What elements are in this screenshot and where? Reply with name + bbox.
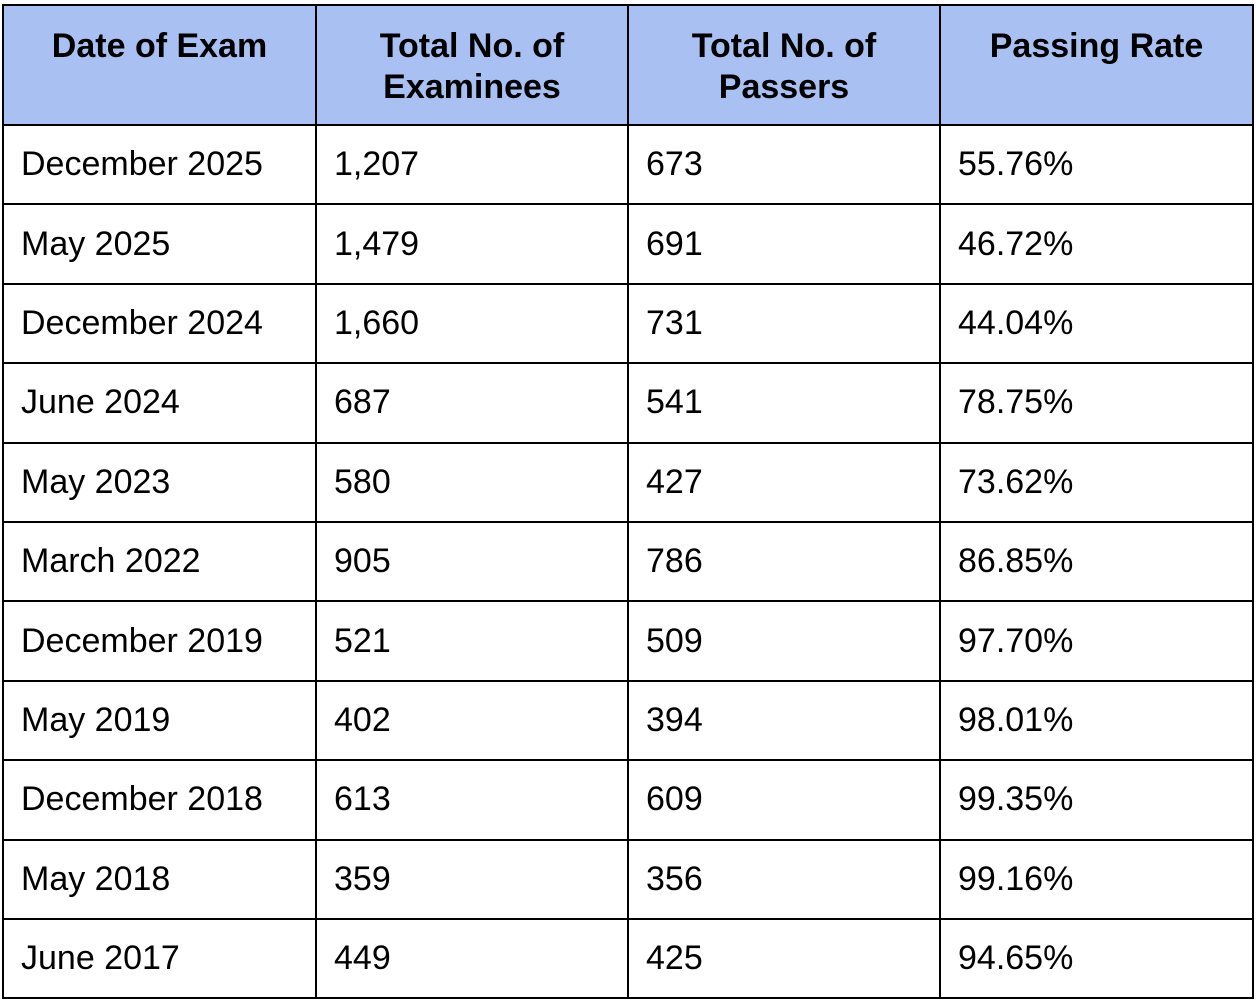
- table-body: [3, 125, 1253, 998]
- cell-examinees: 1,479: [316, 204, 628, 283]
- table-row: [3, 284, 1253, 363]
- cell-examinees: 580: [316, 443, 628, 522]
- table-row: [3, 363, 1253, 442]
- cell-date: December 2018: [3, 760, 316, 839]
- cell-passers: 609: [628, 760, 940, 839]
- cell-examinees: 905: [316, 522, 628, 601]
- cell-passers: 394: [628, 681, 940, 760]
- cell-date: May 2018: [3, 840, 316, 919]
- cell-passers: 509: [628, 601, 940, 680]
- cell-date: May 2023: [3, 443, 316, 522]
- cell-date: March 2022: [3, 522, 316, 601]
- cell-passing-rate: 99.16%: [940, 840, 1253, 919]
- cell-passing-rate: 78.75%: [940, 363, 1253, 442]
- cell-date: December 2019: [3, 601, 316, 680]
- cell-passers: 541: [628, 363, 940, 442]
- cell-date: May 2019: [3, 681, 316, 760]
- table-row: [3, 601, 1253, 680]
- table-row: [3, 125, 1253, 204]
- cell-passers: 425: [628, 919, 940, 998]
- exam-results-table: [2, 4, 1254, 999]
- cell-passing-rate: 44.04%: [940, 284, 1253, 363]
- cell-date: December 2025: [3, 125, 316, 204]
- table-row: [3, 840, 1253, 919]
- table-header: [3, 5, 1253, 125]
- cell-passing-rate: 99.35%: [940, 760, 1253, 839]
- cell-passing-rate: 86.85%: [940, 522, 1253, 601]
- table-row: [3, 681, 1253, 760]
- header-total-passers: Total No. of Passers: [628, 5, 940, 125]
- cell-examinees: 1,660: [316, 284, 628, 363]
- cell-examinees: 359: [316, 840, 628, 919]
- table-row: [3, 760, 1253, 839]
- cell-passing-rate: 55.76%: [940, 125, 1253, 204]
- cell-passing-rate: 98.01%: [940, 681, 1253, 760]
- table-row: [3, 522, 1253, 601]
- cell-examinees: 402: [316, 681, 628, 760]
- cell-passers: 427: [628, 443, 940, 522]
- cell-date: June 2024: [3, 363, 316, 442]
- table-row: [3, 204, 1253, 283]
- cell-examinees: 687: [316, 363, 628, 442]
- cell-passers: 691: [628, 204, 940, 283]
- cell-passers: 731: [628, 284, 940, 363]
- cell-date: December 2024: [3, 284, 316, 363]
- header-passing-rate: Passing Rate: [940, 5, 1253, 125]
- exam-results-table-container: [2, 4, 1252, 999]
- cell-date: May 2025: [3, 204, 316, 283]
- cell-passing-rate: 46.72%: [940, 204, 1253, 283]
- table-row: [3, 919, 1253, 998]
- cell-passers: 673: [628, 125, 940, 204]
- cell-examinees: 449: [316, 919, 628, 998]
- cell-examinees: 1,207: [316, 125, 628, 204]
- table-row: [3, 443, 1253, 522]
- cell-examinees: 613: [316, 760, 628, 839]
- cell-passing-rate: 73.62%: [940, 443, 1253, 522]
- header-row: [3, 5, 1253, 125]
- cell-date: June 2017: [3, 919, 316, 998]
- cell-passing-rate: 94.65%: [940, 919, 1253, 998]
- cell-passers: 786: [628, 522, 940, 601]
- header-date-of-exam: Date of Exam: [3, 5, 316, 125]
- header-total-examinees: Total No. of Examinees: [316, 5, 628, 125]
- cell-passing-rate: 97.70%: [940, 601, 1253, 680]
- cell-passers: 356: [628, 840, 940, 919]
- cell-examinees: 521: [316, 601, 628, 680]
